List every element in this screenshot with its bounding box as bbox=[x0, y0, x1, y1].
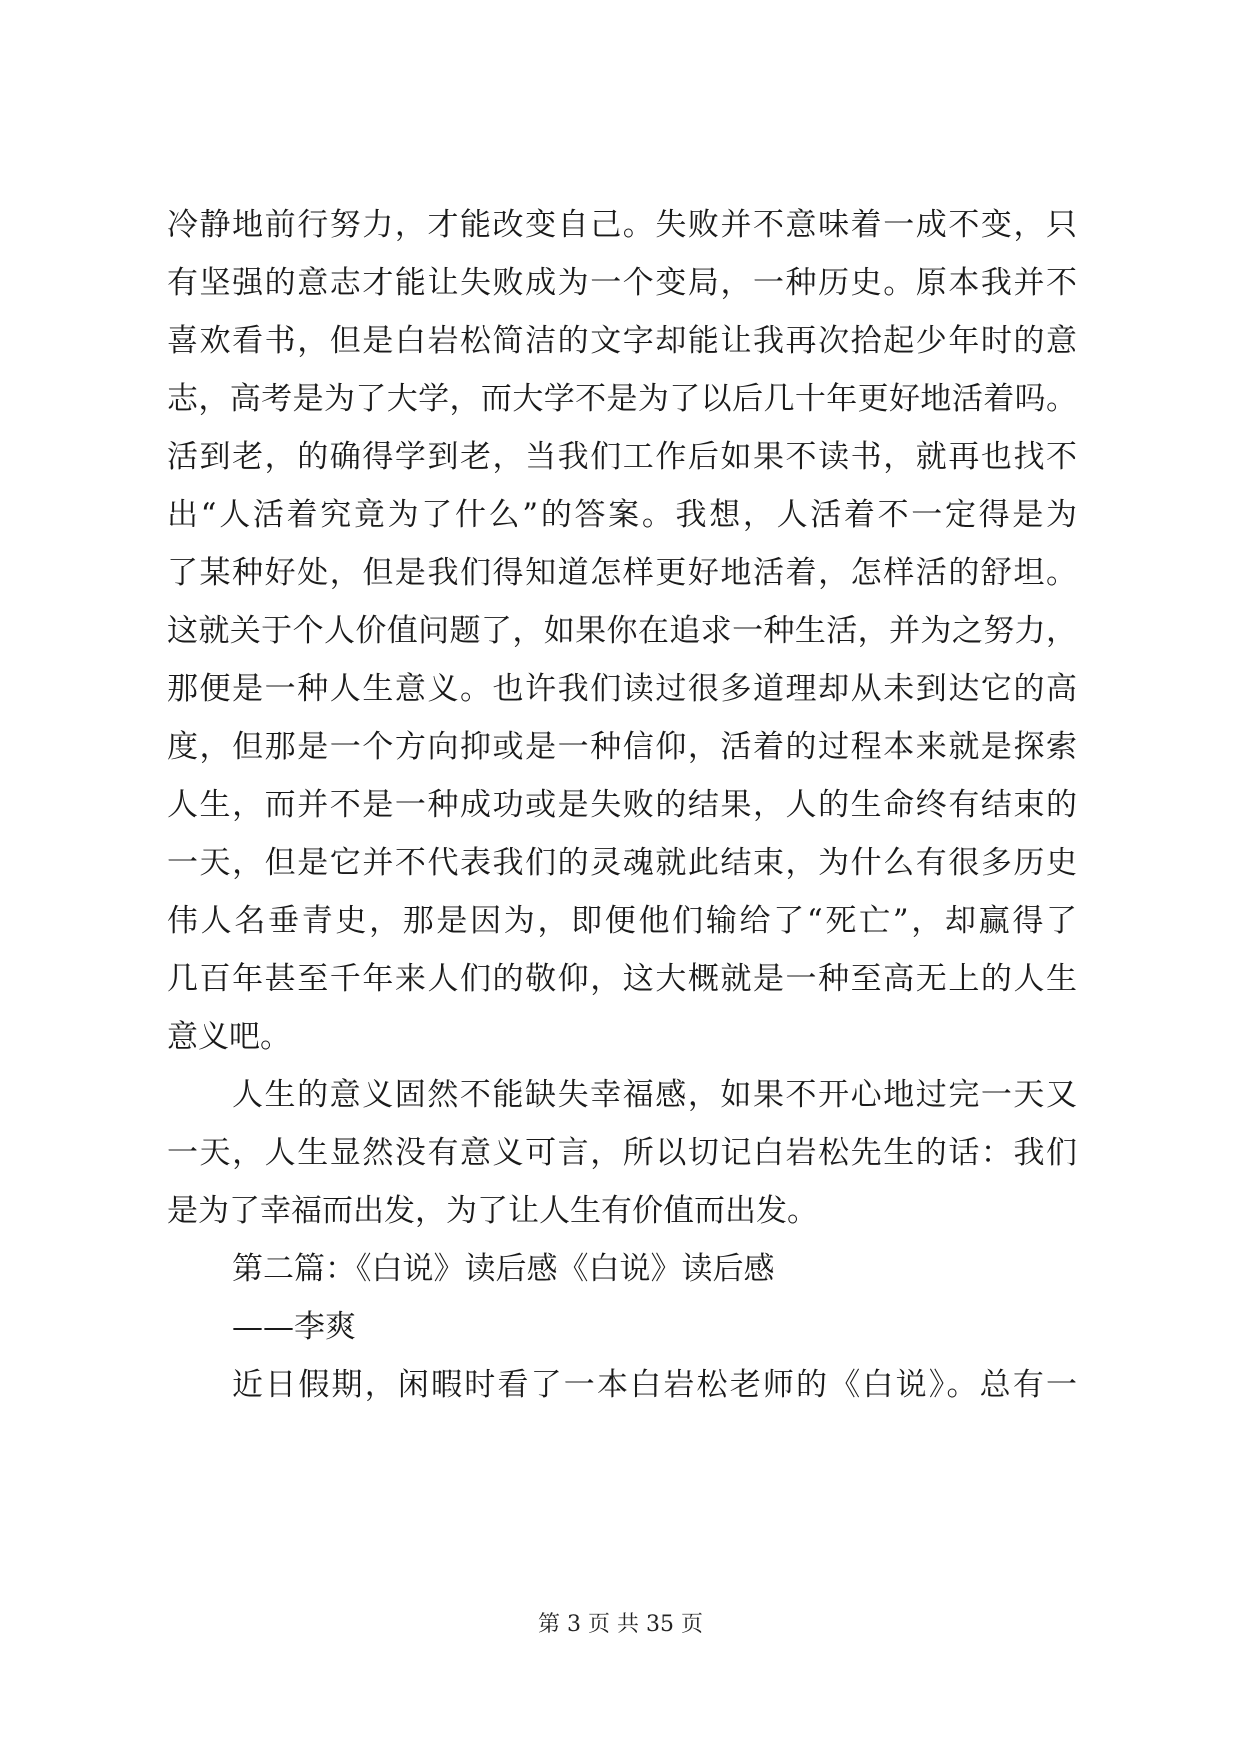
body-text-line: 一天，但是它并不代表我们的灵魂就此结束，为什么有很多历史 bbox=[167, 845, 1077, 881]
body-text-line: 那便是一种人生意义。也许我们读过很多道理却从未到达它的高 bbox=[167, 671, 1077, 707]
section-heading: 第二篇：《白说》读后感《白说》读后感 bbox=[232, 1251, 775, 1287]
body-text-line: 人生的意义固然不能缺失幸福感，如果不开心地过完一天又 bbox=[232, 1077, 1077, 1113]
page-number-footer: 第 3 页 共 35 页 bbox=[538, 1612, 703, 1637]
author-line: ——李爽 bbox=[232, 1309, 356, 1345]
body-text-line: 这就关于个人价值问题了，如果你在追求一种生活，并为之努力， bbox=[167, 613, 1077, 649]
body-text-line: 意义吧。 bbox=[167, 1019, 291, 1055]
body-text-line: 志，高考是为了大学，而大学不是为了以后几十年更好地活着吗。 bbox=[167, 381, 1077, 417]
body-text-line: 冷静地前行努力，才能改变自己。失败并不意味着一成不变，只 bbox=[167, 207, 1077, 243]
body-text-line: 伟人名垂青史，那是因为，即便他们输给了“死亡”，却赢得了 bbox=[167, 903, 1077, 939]
body-text-line: 了某种好处，但是我们得知道怎样更好地活着，怎样活的舒坦。 bbox=[167, 555, 1077, 591]
body-text-line: 活到老，的确得学到老，当我们工作后如果不读书，就再也找不 bbox=[167, 439, 1077, 475]
body-text-line: 是为了幸福而出发，为了让人生有价值而出发。 bbox=[167, 1193, 818, 1229]
body-text-line: 喜欢看书，但是白岩松简洁的文字却能让我再次拾起少年时的意 bbox=[167, 323, 1077, 359]
body-text-line: 近日假期，闲暇时看了一本白岩松老师的《白说》。总有一 bbox=[232, 1367, 1077, 1403]
body-text-line: 出“人活着究竟为了什么”的答案。我想，人活着不一定得是为 bbox=[167, 497, 1077, 533]
body-text-line: 人生，而并不是一种成功或是失败的结果，人的生命终有结束的 bbox=[167, 787, 1077, 823]
body-text-line: 几百年甚至千年来人们的敬仰，这大概就是一种至高无上的人生 bbox=[167, 961, 1077, 997]
body-text-line: 一天，人生显然没有意义可言，所以切记白岩松先生的话：我们 bbox=[167, 1135, 1077, 1171]
body-text-line: 有坚强的意志才能让失败成为一个变局，一种历史。原本我并不 bbox=[167, 265, 1077, 301]
body-text-line: 度，但那是一个方向抑或是一种信仰，活着的过程本来就是探索 bbox=[167, 729, 1077, 765]
